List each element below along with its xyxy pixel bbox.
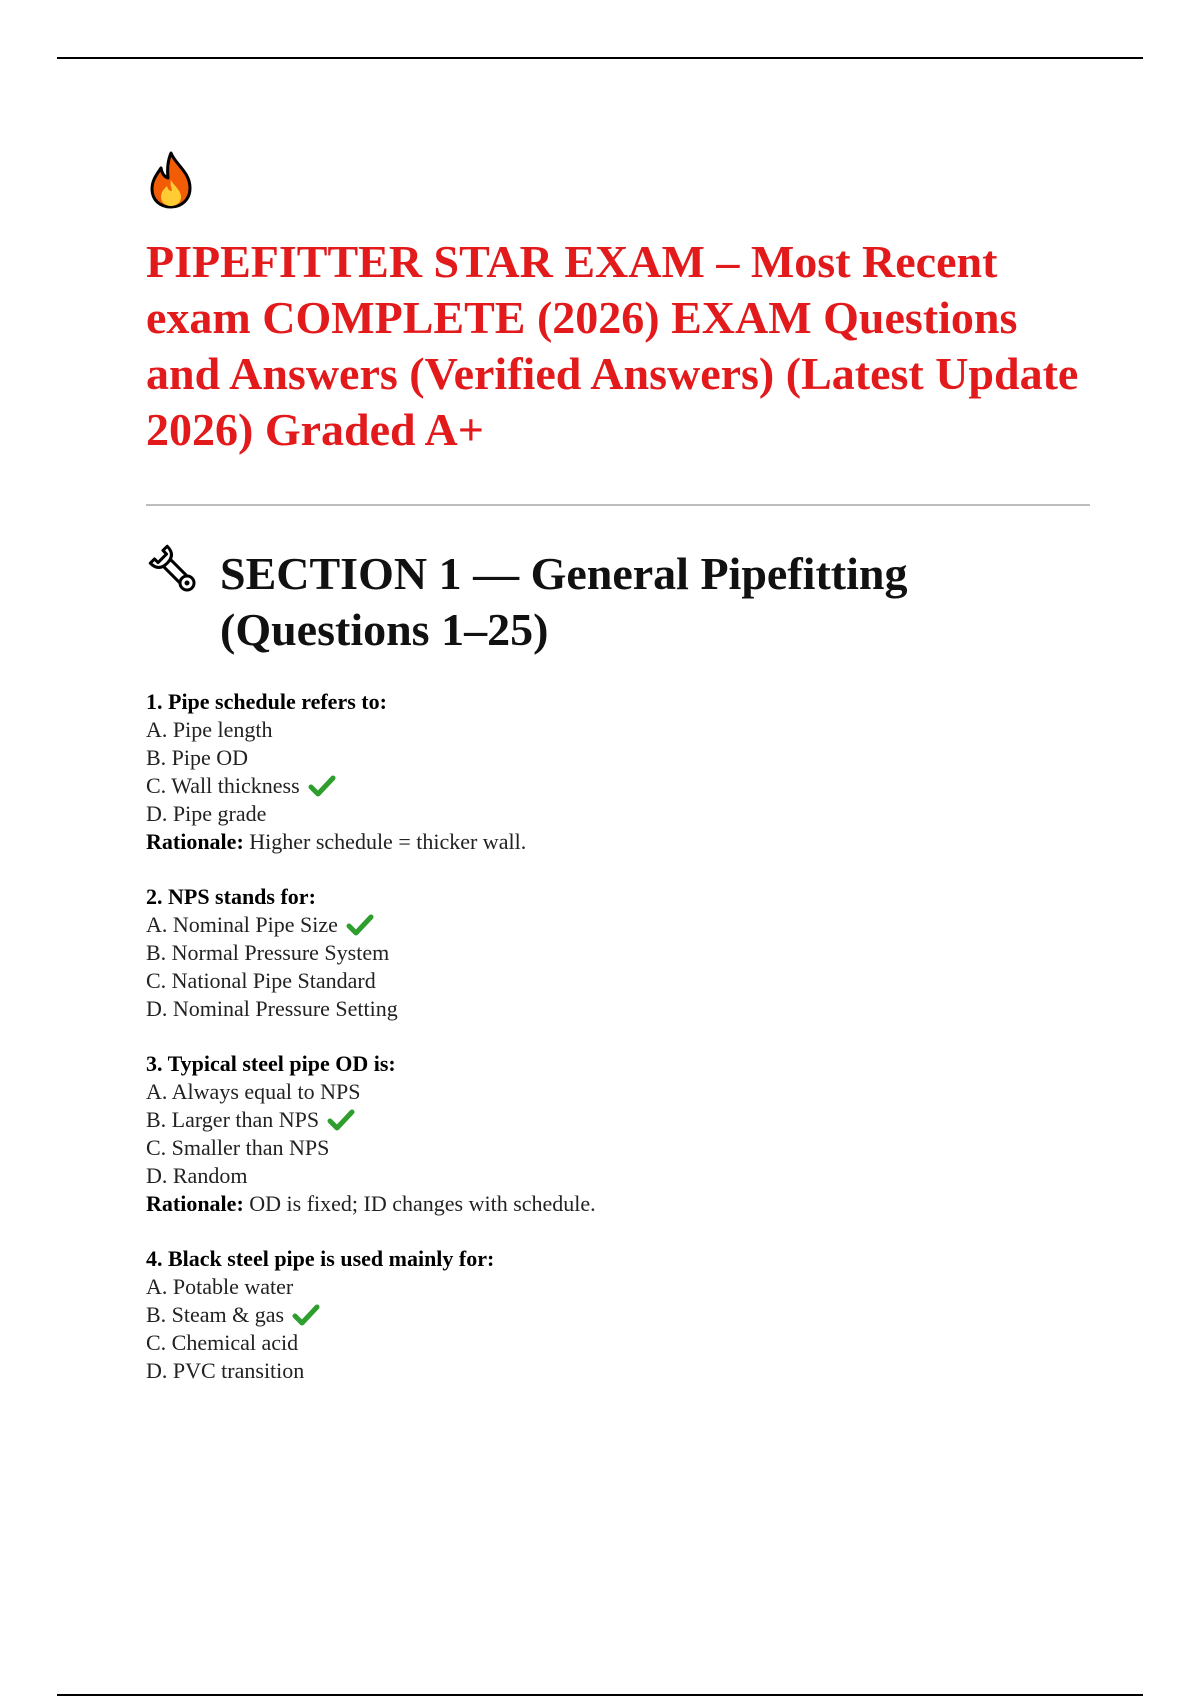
rationale — [146, 828, 1090, 856]
answer-option — [146, 1106, 1090, 1134]
answer-option — [146, 911, 1090, 939]
rationale — [146, 1190, 1090, 1218]
answer-option-text: C. Chemical acid — [146, 1330, 299, 1355]
rationale-label: Rationale: — [146, 829, 244, 854]
rationale-label: Rationale: — [146, 1191, 244, 1216]
question-text: 2. NPS stands for: — [146, 884, 316, 909]
question-block — [146, 1245, 1090, 1385]
answer-option — [146, 772, 1090, 800]
answer-option — [146, 716, 1090, 744]
answer-option-text: A. Potable water — [146, 1274, 294, 1299]
question-text: 3. Typical steel pipe OD is: — [146, 1051, 396, 1076]
section-heading-text: SECTION 1 — General Pipefitting (Questions 1–25) — [220, 548, 908, 655]
question-block — [146, 1050, 1090, 1218]
check-icon — [292, 1303, 320, 1327]
answer-option — [146, 1134, 1090, 1162]
answer-option — [146, 1329, 1090, 1357]
question-list — [146, 688, 1090, 1385]
answer-option — [146, 1301, 1090, 1329]
answer-option-text: B. Steam & gas — [146, 1302, 285, 1327]
wrench-icon — [146, 542, 204, 600]
answer-option-text: C. Wall thickness — [146, 773, 300, 798]
answer-option — [146, 1273, 1090, 1301]
title-divider — [146, 504, 1090, 506]
document-title: PIPEFITTER STAR EXAM – Most Recent exam COMPLETE (2026) EXAM Questions and Answers (Verified Answers) (Latest Update 2026) Graded A+ — [146, 236, 1079, 455]
answer-option — [146, 800, 1090, 828]
top-page-rule — [57, 57, 1143, 59]
answer-option — [146, 995, 1090, 1023]
question-text: 1. Pipe schedule refers to: — [146, 689, 387, 714]
answer-option-text: C. Smaller than NPS — [146, 1135, 330, 1160]
answer-option-text: D. Random — [146, 1163, 248, 1188]
answer-option-text: A. Nominal Pipe Size — [146, 912, 338, 937]
answer-option-text: D. Pipe grade — [146, 801, 267, 826]
answer-option — [146, 939, 1090, 967]
bottom-page-rule — [57, 1694, 1143, 1696]
answer-option-text: C. National Pipe Standard — [146, 968, 376, 993]
answer-option-text: D. Nominal Pressure Setting — [146, 996, 398, 1021]
check-icon — [308, 774, 336, 798]
answer-option-text: A. Pipe length — [146, 717, 273, 742]
answer-option — [146, 967, 1090, 995]
answer-option — [146, 1162, 1090, 1190]
answer-option-text: B. Pipe OD — [146, 745, 249, 770]
question-block — [146, 883, 1090, 1023]
answer-option — [146, 1357, 1090, 1385]
check-icon — [327, 1108, 355, 1132]
page-content — [146, 150, 1090, 1412]
answer-option-text: B. Larger than NPS — [146, 1107, 320, 1132]
answer-option-text: B. Normal Pressure System — [146, 940, 390, 965]
rationale-text: OD is fixed; ID changes with schedule. — [249, 1191, 596, 1216]
answer-option — [146, 1078, 1090, 1106]
answer-option-text: D. PVC transition — [146, 1358, 305, 1383]
question-block — [146, 688, 1090, 856]
check-icon — [346, 913, 374, 937]
fire-icon — [146, 150, 196, 210]
section-heading — [146, 546, 1090, 658]
question-text: 4. Black steel pipe is used mainly for: — [146, 1246, 495, 1271]
answer-option — [146, 744, 1090, 772]
rationale-text: Higher schedule = thicker wall. — [249, 829, 527, 854]
answer-option-text: A. Always equal to NPS — [146, 1079, 361, 1104]
